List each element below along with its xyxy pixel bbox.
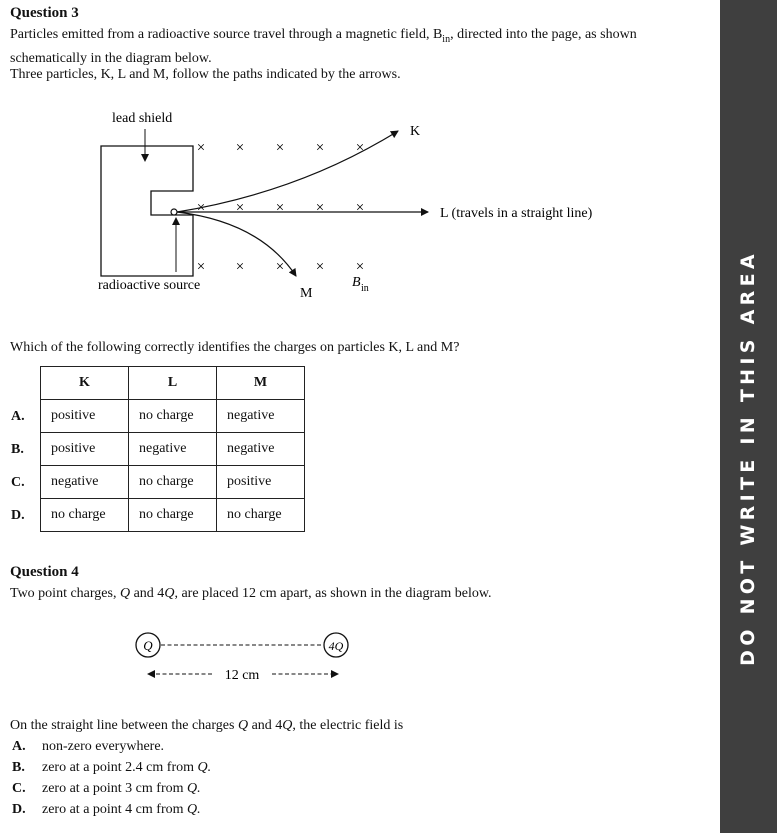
question-4-title: Question 4 (10, 564, 79, 580)
svg-text:×: × (315, 140, 325, 156)
cell-c-l: no charge (129, 466, 217, 499)
question-4-intro: Two point charges, Q and 4Q, are placed 12 cm apart, as shown in the diagram below. (10, 586, 492, 601)
svg-text:×: × (235, 140, 245, 156)
cell-a-k: positive (41, 400, 129, 433)
header-k: K (41, 367, 129, 400)
table-header-row (41, 367, 305, 400)
table-row[interactable] (41, 499, 305, 532)
q4-option-b[interactable]: B. zero at a point 2.4 cm from Q. (12, 760, 212, 775)
question-3-paths-text: Three particles, K, L and M, follow the paths indicated by the arrows. (10, 67, 401, 82)
cell-d-k: no charge (41, 499, 129, 532)
cell-b-k: positive (41, 433, 129, 466)
q4-option-a[interactable]: A. non-zero everywhere. (12, 739, 165, 754)
question-3-intro: Particles emitted from a radioactive source travel through a magnetic field, $B_{in}$, directed into the page, as shown schematically in the diagram below. (10, 27, 637, 66)
header-l: L (129, 367, 217, 400)
do-not-write-text: DO NOT WRITE IN THIS AREA (737, 250, 759, 666)
cell-d-l: no charge (129, 499, 217, 532)
option-letter-a: A. (11, 409, 25, 424)
table-row[interactable] (41, 400, 305, 433)
field-b-symbol: B (352, 275, 361, 290)
question-4-stem: On the straight line between the charges Q and 4Q, the electric field is (10, 718, 404, 733)
label-m: M (300, 286, 313, 301)
option-letter-c: C. (11, 475, 25, 490)
svg-text:×: × (355, 259, 365, 275)
path-k (177, 131, 398, 212)
table-row[interactable] (41, 433, 305, 466)
svg-text:×: × (275, 200, 285, 216)
svg-text:×: × (275, 140, 285, 156)
cell-d-m: no charge (217, 499, 305, 532)
field-b-subscript: in (361, 283, 369, 294)
label-l: L (travels in a straight line) (440, 206, 593, 221)
point-charges-diagram (120, 625, 370, 690)
svg-text:×: × (196, 200, 206, 216)
cell-b-m: negative (217, 433, 305, 466)
q4-option-d[interactable]: D. zero at a point 4 cm from Q. (12, 802, 201, 817)
field-crosses (197, 140, 364, 275)
answer-table (40, 366, 305, 532)
lead-shield-outline (101, 146, 193, 276)
svg-text:×: × (355, 140, 365, 156)
cell-c-k: negative (41, 466, 129, 499)
charge-q-label: Q (143, 638, 153, 653)
cell-c-m: positive (217, 466, 305, 499)
option-letter-d: D. (11, 508, 25, 523)
svg-text:×: × (315, 259, 325, 275)
header-m: M (217, 367, 305, 400)
svg-text:×: × (355, 200, 365, 216)
distance-label: 12 cm (224, 668, 260, 683)
svg-text:×: × (235, 200, 245, 216)
cell-a-l: no charge (129, 400, 217, 433)
lead-shield-label: lead shield (112, 111, 173, 126)
question-3-stem: Which of the following correctly identifies the charges on particles K, L and M? (10, 340, 460, 355)
svg-text:×: × (275, 259, 285, 275)
magnetic-field-diagram (0, 100, 700, 310)
source-dot (171, 209, 177, 215)
svg-text:×: × (196, 259, 206, 275)
label-k: K (410, 124, 421, 139)
svg-text:×: × (196, 140, 206, 156)
cell-b-l: negative (129, 433, 217, 466)
cell-a-m: negative (217, 400, 305, 433)
q4-option-c[interactable]: C. zero at a point 3 cm from Q. (12, 781, 201, 796)
charge-4q-label: 4Q (328, 639, 344, 653)
question-3-title: Question 3 (10, 5, 79, 21)
svg-text:×: × (235, 259, 245, 275)
option-letter-b: B. (11, 442, 24, 457)
radioactive-source-label: radioactive source (98, 278, 201, 293)
table-row[interactable] (41, 466, 305, 499)
svg-text:×: × (315, 200, 325, 216)
